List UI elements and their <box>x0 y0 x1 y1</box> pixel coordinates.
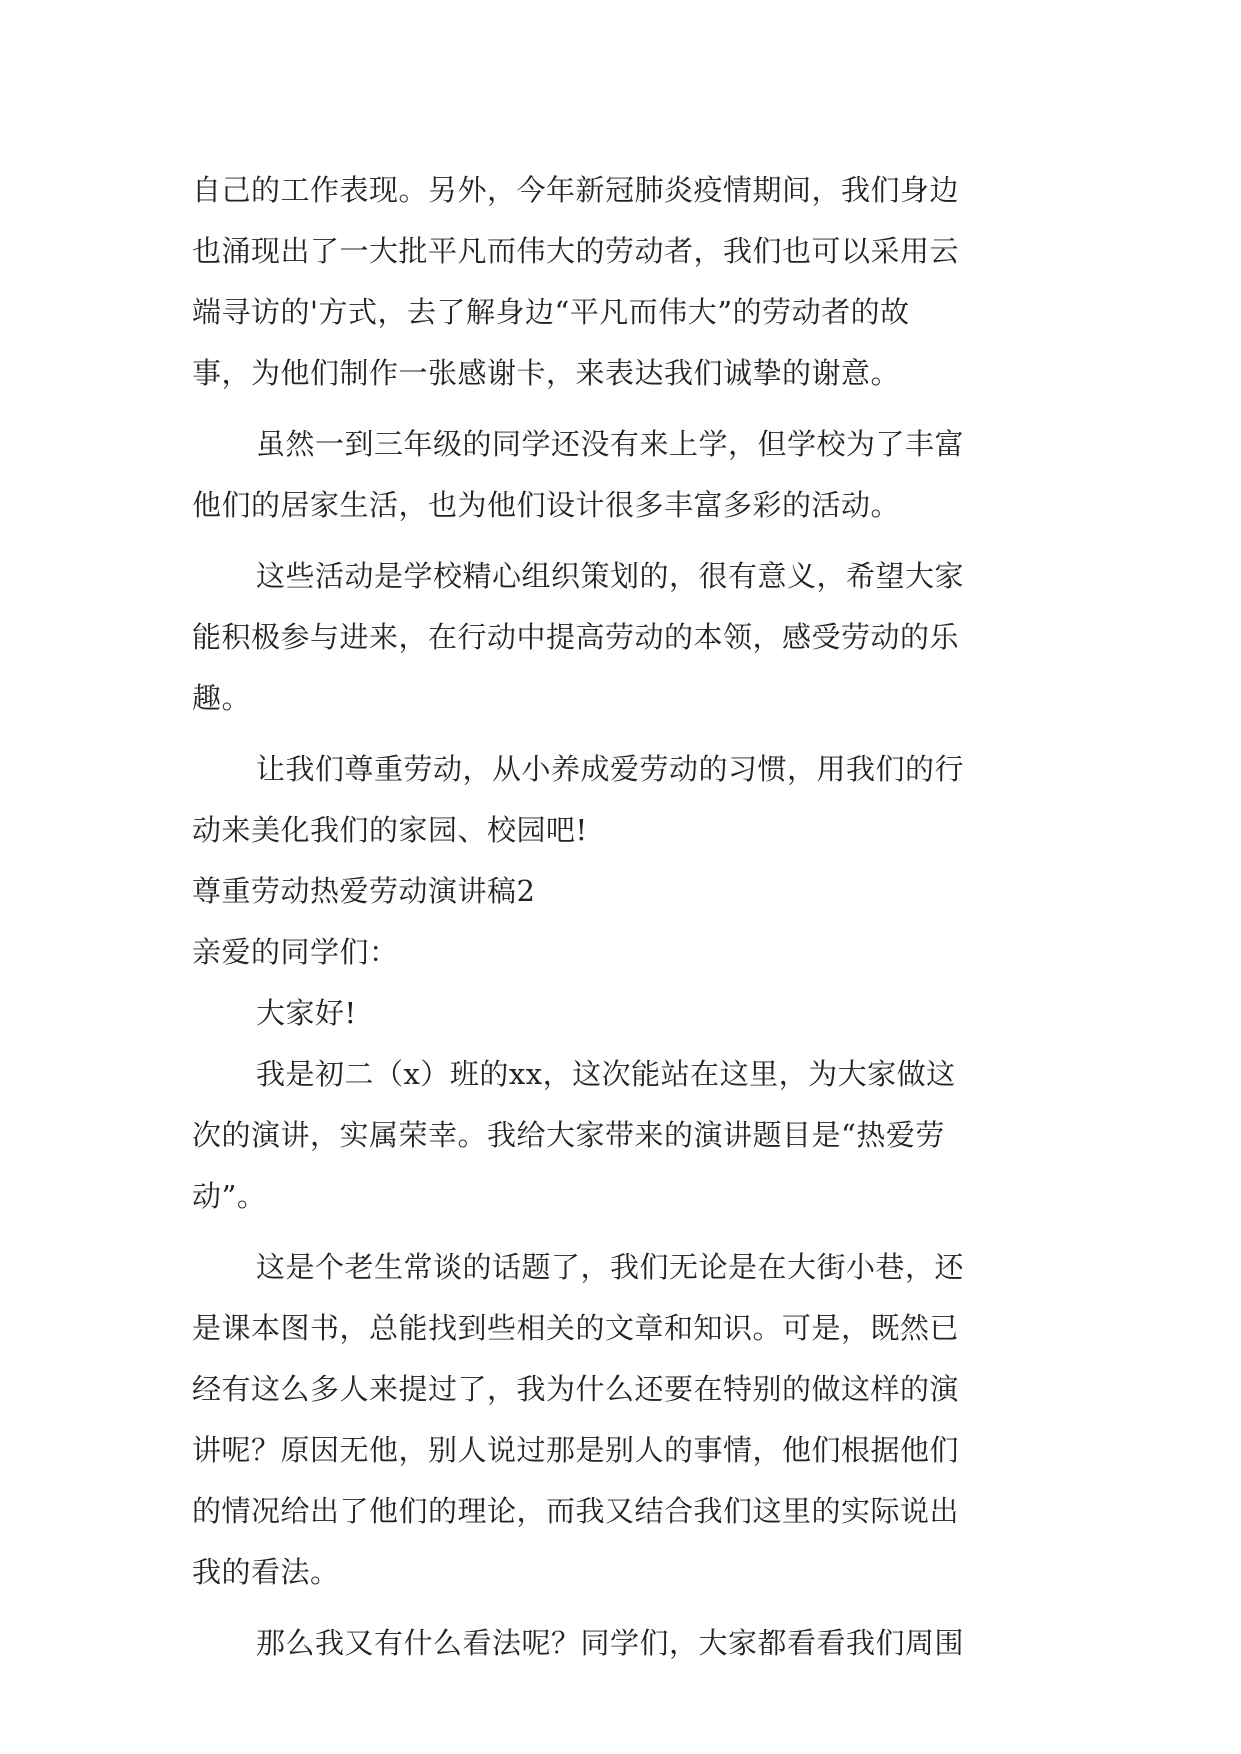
text-line: 讲呢？原因无他，别人说过那是别人的事情，他们根据他们 <box>192 1433 960 1467</box>
text-line: 经有这么多人来提过了，我为什么还要在特别的做这样的演 <box>192 1372 960 1406</box>
salutation: 亲爱的同学们： <box>192 935 399 969</box>
text-line: 这是个老生常谈的话题了，我们无论是在大街小巷，还 <box>256 1250 965 1284</box>
greeting: 大家好! <box>256 996 357 1030</box>
text-line: 端寻访的'方式，去了解身边“平凡而伟大”的劳动者的故 <box>192 295 910 329</box>
text-line: 我的看法。 <box>192 1555 340 1589</box>
text-line: 那么我又有什么看法呢？同学们，大家都看看我们周围 <box>256 1626 965 1660</box>
paragraph-self-introduction <box>192 1044 1052 1227</box>
document-page <box>192 160 1052 1674</box>
text-line: 也涌现出了一大批平凡而伟大的劳动者，我们也可以采用云 <box>192 234 960 268</box>
text-line: 我是初二（x）班的xx，这次能站在这里，为大家做这 <box>256 1057 956 1091</box>
paragraph-grade-activities <box>192 414 1052 536</box>
text-line: 动来美化我们的家园、校园吧! <box>192 813 588 847</box>
text-line: 能积极参与进来，在行动中提高劳动的本领，感受劳动的乐 <box>192 620 960 654</box>
text-line: 是课本图书，总能找到些相关的文章和知识。可是，既然已 <box>192 1311 960 1345</box>
paragraph-work-performance <box>192 160 1052 404</box>
text-line: 动”。 <box>192 1179 267 1213</box>
paragraph-school-activities <box>192 546 1052 729</box>
text-line: 事，为他们制作一张感谢卡，来表达我们诚挚的谢意。 <box>192 356 901 390</box>
paragraph-my-view <box>192 1613 1052 1674</box>
text-line: 这些活动是学校精心组织策划的，很有意义，希望大家 <box>256 559 965 593</box>
text-line: 的情况给出了他们的理论，而我又结合我们这里的实际说出 <box>192 1494 960 1528</box>
section-heading: 尊重劳动热爱劳动演讲稿2 <box>192 874 536 908</box>
paragraph-topic-discussion <box>192 1237 1052 1603</box>
paragraph-respect-labor <box>192 739 1052 861</box>
text-line: 自己的工作表现。另外，今年新冠肺炎疫情期间，我们身边 <box>192 173 960 207</box>
text-line: 虽然一到三年级的同学还没有来上学，但学校为了丰富 <box>256 427 965 461</box>
text-line: 让我们尊重劳动，从小养成爱劳动的习惯，用我们的行 <box>256 752 965 786</box>
text-line: 次的演讲，实属荣幸。我给大家带来的演讲题目是“热爱劳 <box>192 1118 945 1152</box>
text-line: 趣。 <box>192 681 252 715</box>
text-line: 他们的居家生活，也为他们设计很多丰富多彩的活动。 <box>192 488 901 522</box>
